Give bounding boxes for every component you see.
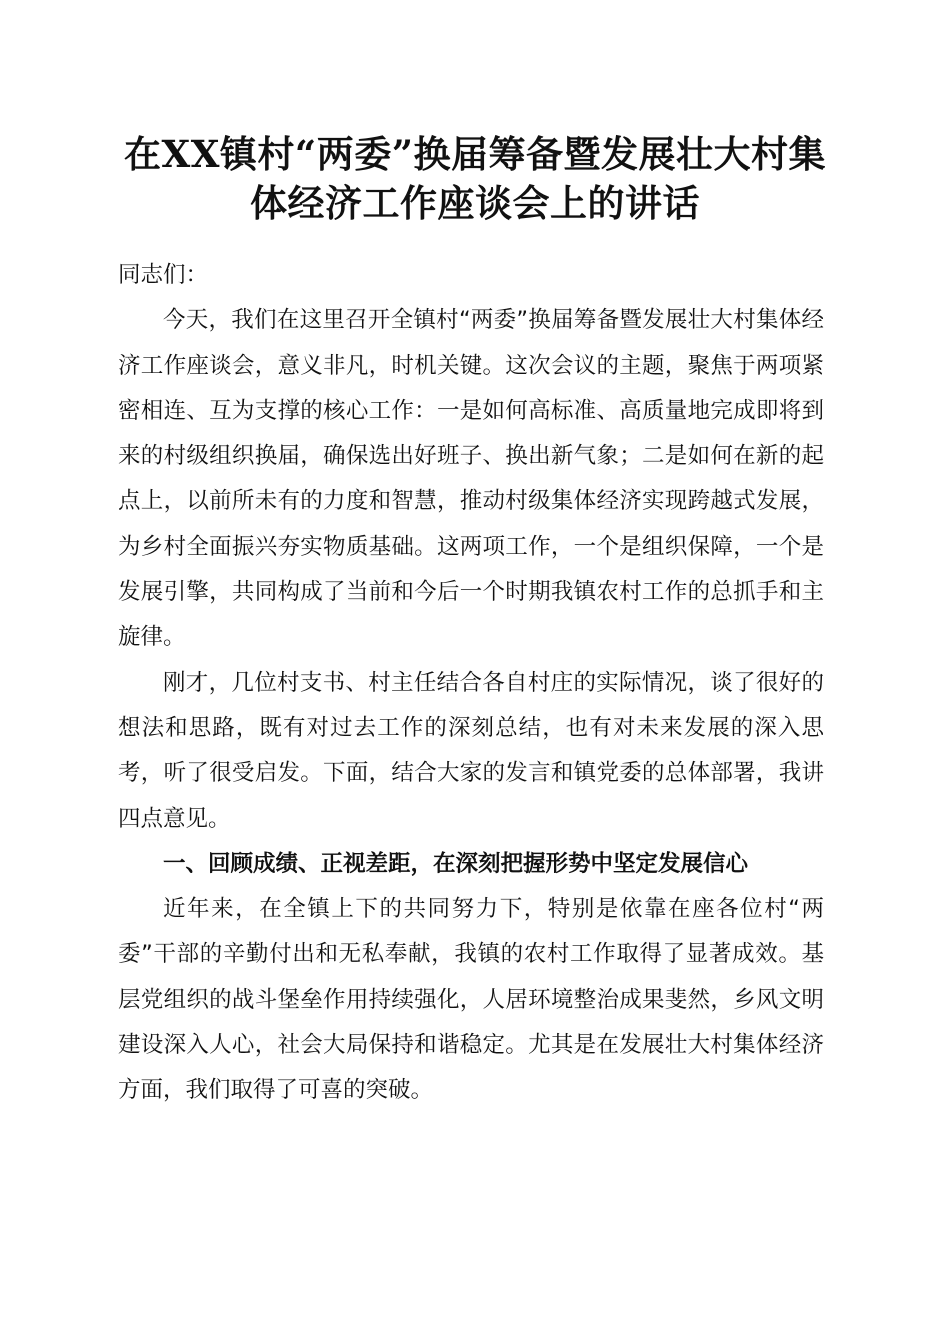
- paragraph-remarks: 刚才，几位村支书、村主任结合各自村庄的实际情况，谈了很好的想法和思路，既有对过去工作的深刻总结，也有对未来发展的深入思考，听了很受启发。下面，结合大家的发言和镇党委的总体部署，我讲四点意见。: [118, 669, 824, 832]
- document-title: [100, 130, 850, 228]
- paragraph-opening: 今天，我们在这里召开全镇村“两委”换届筹备暨发展壮大村集体经济工作座谈会，意义非凡，时机关键。这次会议的主题，聚焦于两项紧密相连、互为支撑的核心工作：一是如何高标准、高质量地完成即将到来的村级组织换届，确保选出好班子、换出新气象；二是如何在新的起点上，以前所未有的力度和智慧，推动村级集体经济实现跨越式发展，为乡村全面振兴夯实物质基础。这两项工作，一个是组织保障，一个是发展引擎，共同构成了当前和今后一个时期我镇农村工作的总抓手和主旋律。: [118, 307, 824, 651]
- title-line-1: 在XX镇村“两委”换届筹备暨发展壮大村集: [124, 132, 826, 176]
- section-heading-1: 一、回顾成绩、正视差距，在深刻把握形势中坚定发展信心: [163, 850, 749, 877]
- salutation: 同志们：: [118, 262, 209, 288]
- document-body: [118, 253, 824, 1114]
- title-line-2: 体经济工作座谈会上的讲话: [250, 181, 700, 225]
- section-1-paragraph: 近年来，在全镇上下的共同努力下，特别是依靠在座各位村“两委”干部的辛勤付出和无私奉献，我镇的农村工作取得了显著成效。基层党组织的战斗堡垒作用持续强化，人居环境整治成果斐然，乡风文明建设深入人心，社会大局保持和谐稳定。尤其是在发展壮大村集体经济方面，我们取得了可喜的突破。: [118, 896, 824, 1104]
